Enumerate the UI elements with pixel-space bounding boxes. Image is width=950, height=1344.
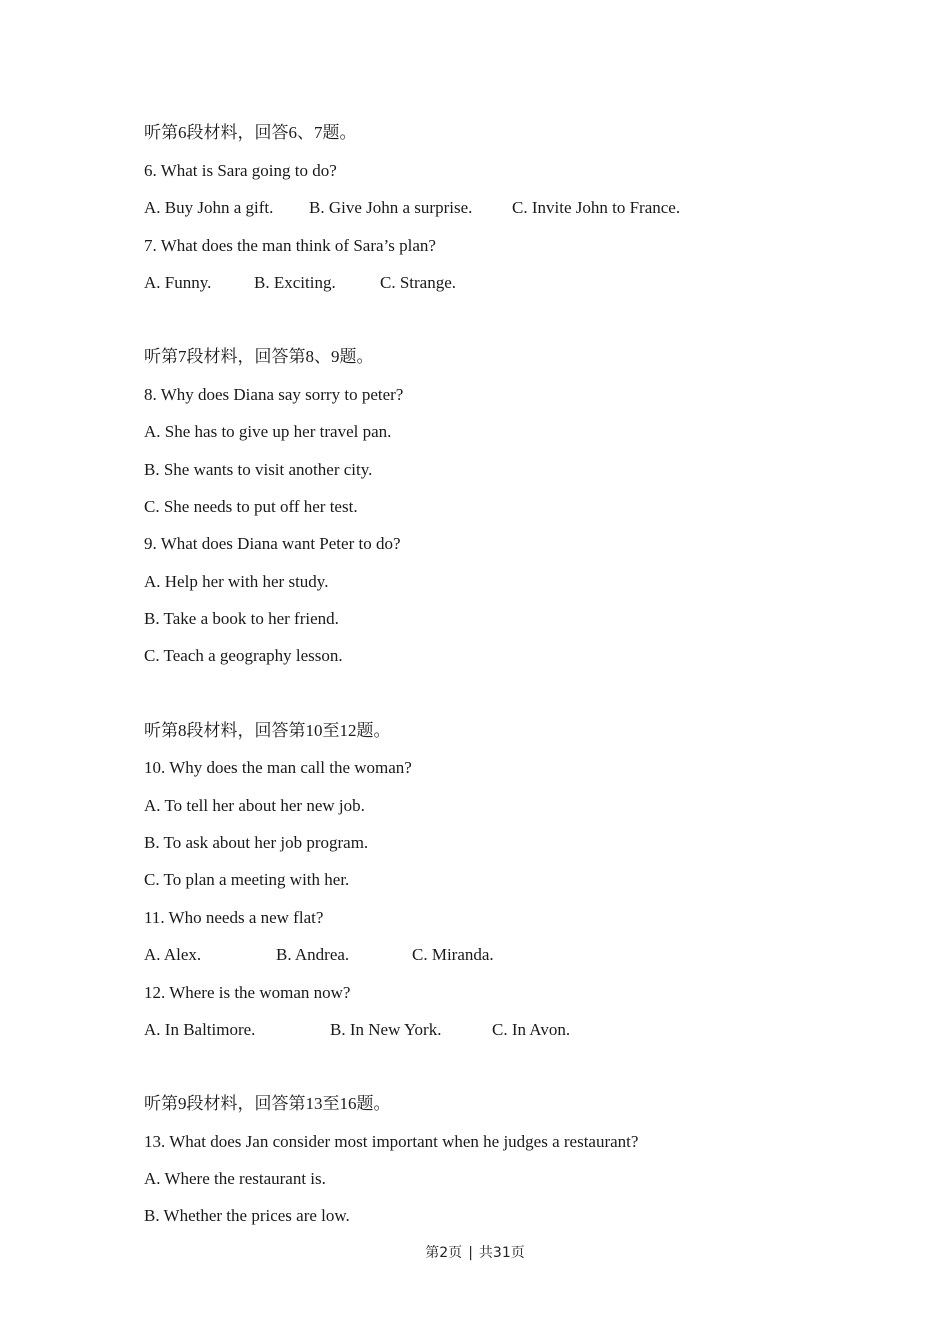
page-total: 共31页: [478, 1245, 525, 1261]
section-9-heading: 听第9段材料，回答第13至16题。: [144, 1094, 391, 1113]
option-10b: B. To ask about her job program.: [144, 833, 369, 852]
option-6a: A. Buy John a gift.: [144, 198, 274, 217]
option-10a: A. To tell her about her new job.: [144, 796, 365, 815]
option-9b: B. Take a book to her friend.: [144, 609, 339, 628]
question-7-options: [144, 272, 456, 294]
page-number: 第2页: [425, 1245, 463, 1261]
question-10: 10. Why does the man call the woman?: [144, 758, 412, 777]
option-6b: B. Give John a surprise.: [309, 198, 473, 217]
question-7: 7. What does the man think of Sara’s plan?: [144, 236, 436, 255]
question-6: 6. What is Sara going to do?: [144, 161, 337, 180]
option-7c: C. Strange.: [380, 273, 457, 292]
question-9: 9. What does Diana want Peter to do?: [144, 534, 401, 553]
option-8c: C. She needs to put off her test.: [144, 497, 358, 516]
option-13a: A. Where the restaurant is.: [144, 1169, 326, 1188]
page-footer: [0, 1243, 950, 1263]
section-7-heading: 听第7段材料，回答第8、9题。: [144, 347, 374, 366]
question-6-options: [144, 197, 680, 219]
footer-separator: |: [468, 1245, 473, 1261]
option-11b: B. Andrea.: [276, 945, 350, 964]
question-8: 8. Why does Diana say sorry to peter?: [144, 385, 404, 404]
option-7a: A. Funny.: [144, 273, 212, 292]
option-11c: C. Miranda.: [412, 945, 494, 964]
option-12a: A. In Baltimore.: [144, 1020, 256, 1039]
option-8a: A. She has to give up her travel pan.: [144, 422, 392, 441]
section-8-heading: 听第8段材料，回答第10至12题。: [144, 721, 391, 740]
question-11-options: [144, 944, 494, 966]
question-11: 11. Who needs a new flat?: [144, 908, 324, 927]
option-10c: C. To plan a meeting with her.: [144, 870, 350, 889]
option-12b: B. In New York.: [330, 1020, 442, 1039]
question-12-options: [144, 1019, 570, 1041]
option-6c: C. Invite John to France.: [512, 198, 681, 217]
section-6-heading: 听第6段材料，回答6、7题。: [144, 123, 357, 142]
option-9c: C. Teach a geography lesson.: [144, 646, 343, 665]
question-12: 12. Where is the woman now?: [144, 983, 351, 1002]
option-12c: C. In Avon.: [492, 1020, 571, 1039]
option-11a: A. Alex.: [144, 945, 202, 964]
option-13b: B. Whether the prices are low.: [144, 1206, 350, 1225]
question-13: 13. What does Jan consider most important when he judges a restaurant?: [144, 1132, 639, 1151]
option-8b: B. She wants to visit another city.: [144, 460, 373, 479]
option-9a: A. Help her with her study.: [144, 572, 329, 591]
option-7b: B. Exciting.: [254, 273, 336, 292]
